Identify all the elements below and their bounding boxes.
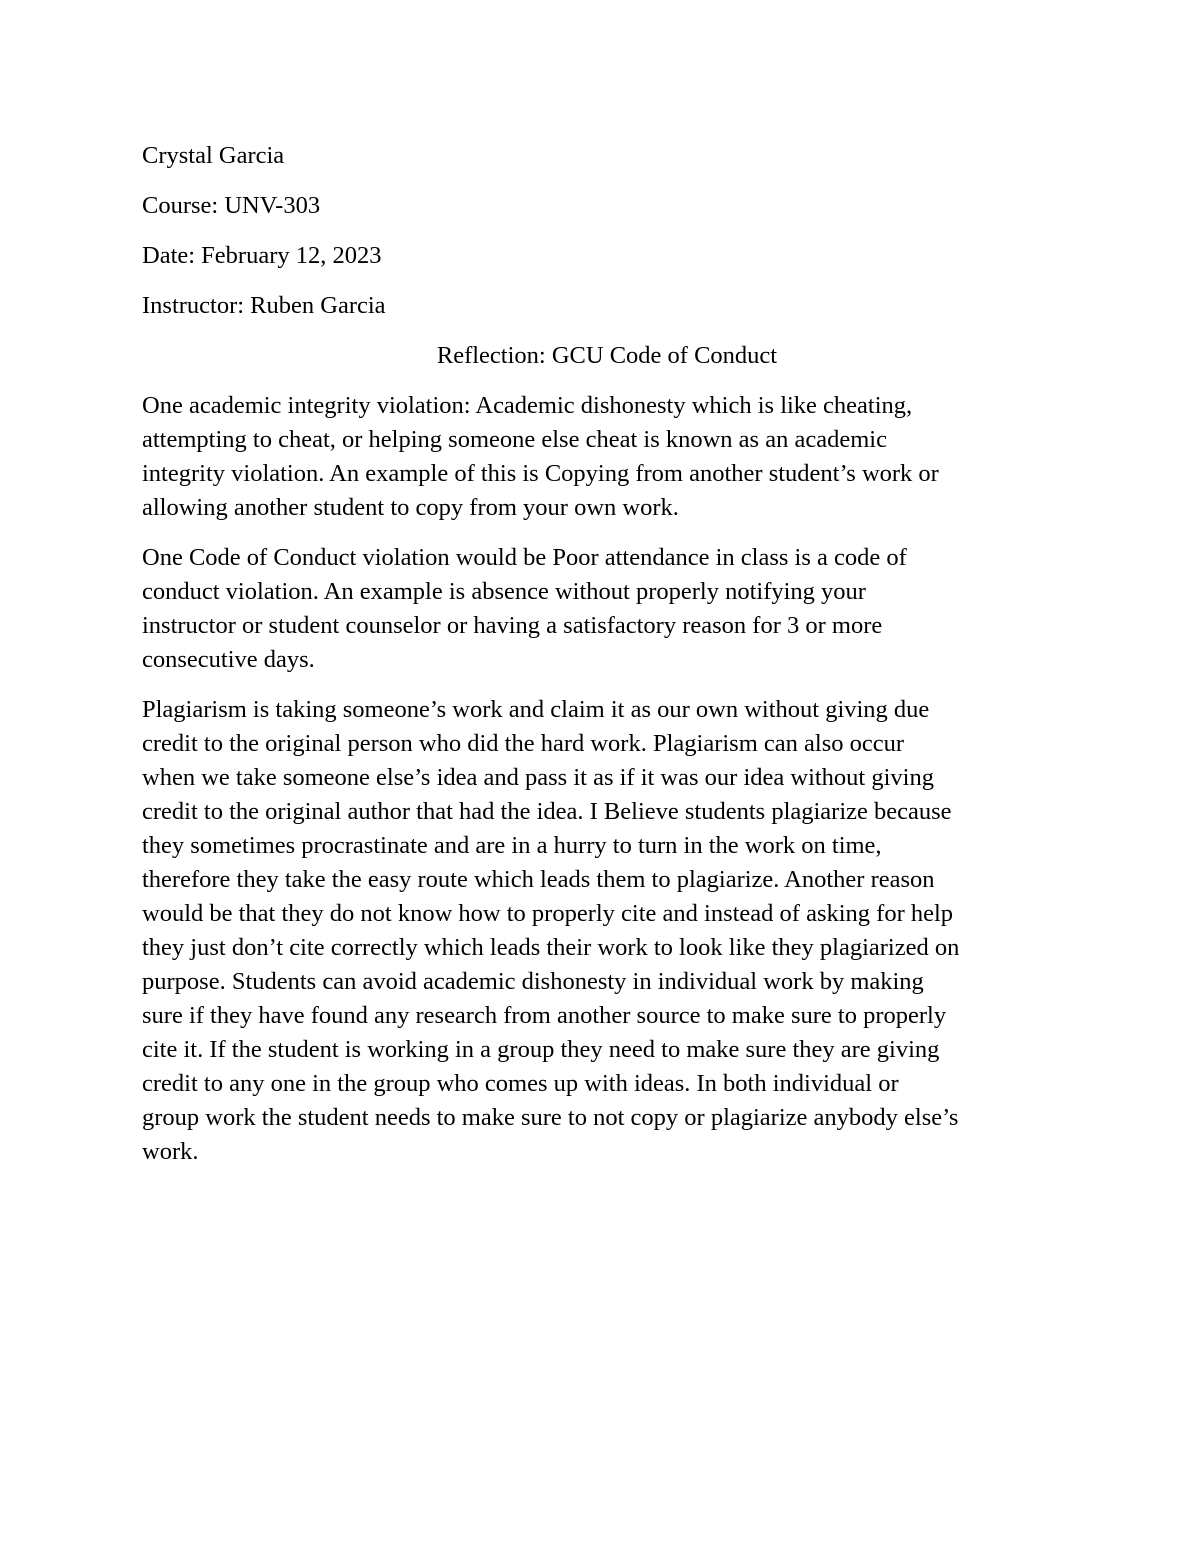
author-name: Crystal Garcia [142, 142, 285, 169]
paragraph-plagiarism [142, 693, 1072, 1169]
document-title: Reflection: GCU Code of Conduct [436, 342, 778, 369]
text-line: attempting to cheat, or helping someone else cheat is known as an academic [142, 426, 887, 453]
paragraph-code-of-conduct [142, 541, 1072, 677]
text-line: integrity violation. An example of this is Copying from another student’s work or [142, 460, 939, 487]
text-line: would be that they do not know how to properly cite and instead of asking for help [142, 900, 954, 927]
text-line: sure if they have found any research from another source to make sure to properly [142, 1002, 947, 1029]
text-line: they sometimes procrastinate and are in a hurry to turn in the work on time, [142, 832, 882, 859]
text-line: allowing another student to copy from your own work. [142, 494, 679, 521]
text-line: when we take someone else’s idea and pass it as if it was our idea without giving [142, 764, 934, 791]
text-line: credit to the original person who did the hard work. Plagiarism can also occur [142, 730, 905, 757]
document-body [142, 139, 1072, 1185]
instructor-line: Instructor: Ruben Garcia [142, 292, 386, 319]
date-line: Date: February 12, 2023 [142, 242, 382, 269]
text-line: work. [142, 1138, 199, 1165]
text-line: purpose. Students can avoid academic dishonesty in individual work by making [142, 968, 924, 995]
text-line: group work the student needs to make sure to not copy or plagiarize anybody else’s [142, 1104, 959, 1131]
text-line: One academic integrity violation: Academic dishonesty which is like cheating, [142, 392, 913, 419]
text-line: credit to the original author that had the idea. I Believe students plagiarize because [142, 798, 952, 825]
course-line: Course: UNV-303 [142, 192, 321, 219]
text-line: instructor or student counselor or having a satisfactory reason for 3 or more [142, 612, 883, 639]
text-line: therefore they take the easy route which leads them to plagiarize. Another reason [142, 866, 935, 893]
text-line: consecutive days. [142, 646, 315, 673]
text-line: cite it. If the student is working in a group they need to make sure they are giving [142, 1036, 940, 1063]
text-line: Plagiarism is taking someone’s work and claim it as our own without giving due [142, 696, 930, 723]
paragraph-academic-integrity [142, 389, 1072, 525]
text-line: they just don’t cite correctly which leads their work to look like they plagiarized on [142, 934, 960, 961]
text-line: conduct violation. An example is absence without properly notifying your [142, 578, 866, 605]
text-line: credit to any one in the group who comes up with ideas. In both individual or [142, 1070, 899, 1097]
text-line: One Code of Conduct violation would be Poor attendance in class is a code of [142, 544, 907, 571]
